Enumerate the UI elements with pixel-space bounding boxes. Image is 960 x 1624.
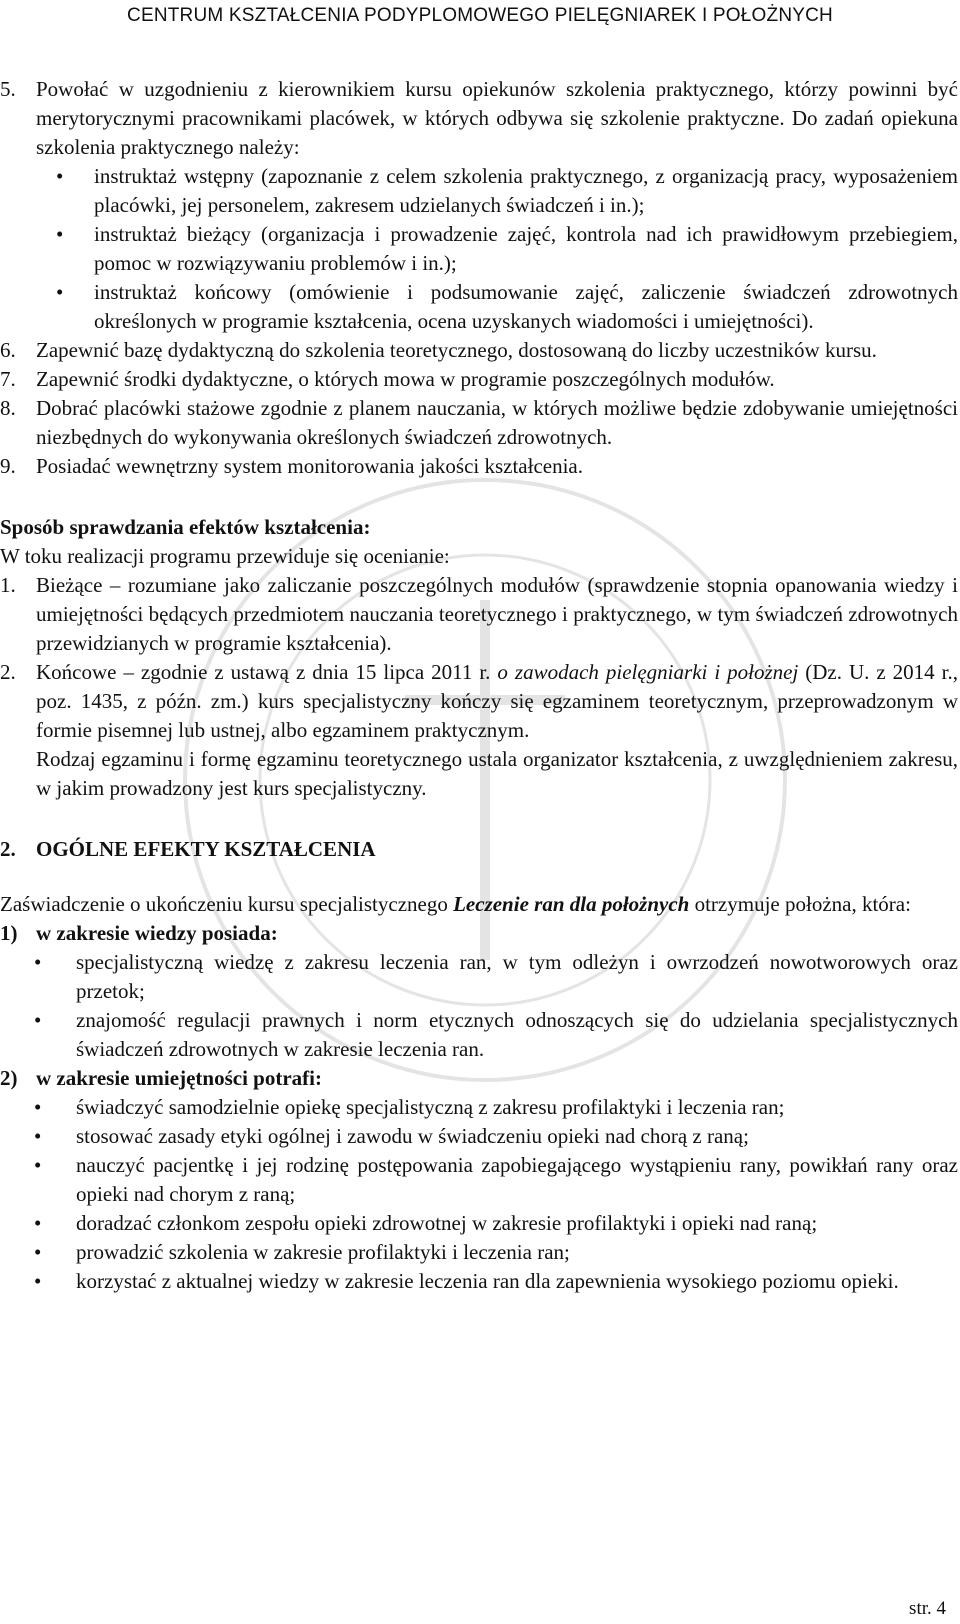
spacer: [0, 803, 958, 835]
item-text-part: Końcowe – zgodnie z ustawą z dnia 15 lipca 2011 r.: [36, 660, 498, 684]
list-item-5: [0, 75, 958, 162]
course-name: Leczenie ran dla położnych: [453, 892, 690, 916]
item-number: 8.: [0, 396, 16, 420]
bullet-item: [0, 948, 958, 1006]
assessment-item-2: [0, 658, 958, 745]
bullet-text: świadczyć samodzielnie opiekę specjalistyczną z zakresu profilaktyki i leczenia ran;: [76, 1095, 785, 1119]
item-text: Dobrać placówki stażowe zgodnie z planem nauczania, w których możliwe będzie zdobywanie umiejętności niezbędnych do wykonywania określonych świadczeń zdrowotnych.: [36, 396, 958, 449]
bullet-text: instruktaż wstępny (zapoznanie z celem szkolenia praktycznego, z organizacją pracy, wyposażeniem placówki, jej personelem, zakresem udzielanych świadczeń i in.);: [94, 164, 958, 217]
bullet-item: [0, 1209, 958, 1238]
assessment-extra: Rodzaj egzaminu i formę egzaminu teoretycznego ustala organizator kształcenia, z uwzględnieniem zakresu, w jakim prowadzony jest kurs specjalistyczny.: [36, 747, 958, 800]
list-item-6: [0, 336, 958, 365]
skills-heading: [0, 1064, 958, 1093]
bullet-icon: •: [34, 1124, 42, 1148]
item-number: 2.: [0, 660, 16, 684]
assessment-intro: W toku realizacji programu przewiduje się ocenianie:: [0, 544, 450, 568]
bullet-item: [0, 1238, 958, 1267]
assessment-item-1: [0, 571, 958, 658]
item-text-part: (Dz. U. z 2014 r., poz. 1435, z późn. zm.) kurs specjalistyczny kończy się egzaminem teoretycznym, przeprowadzonym w formie pisemnej lub ustnej, albo egzaminem praktycznym.: [36, 660, 958, 742]
item-number: 1.: [0, 573, 16, 597]
list-item-7: [0, 365, 958, 394]
bullet-icon: •: [34, 1095, 42, 1119]
list-item-9: [0, 452, 958, 481]
bullet-icon: •: [34, 1153, 42, 1177]
item-text: Zapewnić bazę dydaktyczną do szkolenia teoretycznego, dostosowaną do liczby uczestników kursu.: [36, 338, 877, 362]
item-number: 5.: [0, 77, 16, 101]
section-number: 2.: [0, 837, 16, 861]
bullet-item: [0, 1122, 958, 1151]
section-intro: [0, 890, 958, 919]
assessment-heading: Sposób sprawdzania efektów kształcenia:: [0, 515, 371, 539]
item-text: Posiadać wewnętrzny system monitorowania jakości kształcenia.: [36, 454, 584, 478]
law-title: o zawodach pielęgniarki i położnej: [497, 660, 799, 684]
bullet-icon: •: [34, 1269, 42, 1293]
item-number: 9.: [0, 454, 16, 478]
item-number: 1): [0, 921, 18, 945]
bullet-item: [0, 1006, 958, 1064]
bullet-text: nauczyć pacjentkę i jej rodzinę postępowania zapobiegającego wystąpieniu rany, powikłań rany oraz opieki nad chorym z raną;: [76, 1153, 958, 1206]
spacer: [0, 864, 958, 890]
bullet-text: korzystać z aktualnej wiedzy w zakresie leczenia ran dla zapewnienia wysokiego poziomu opieki.: [76, 1269, 899, 1293]
item-number: 7.: [0, 367, 16, 391]
item-text: Zapewnić środki dydaktyczne, o których mowa w programie poszczególnych modułów.: [36, 367, 775, 391]
bullet-item: [0, 162, 958, 220]
item-title: w zakresie wiedzy posiada:: [36, 921, 278, 945]
bullet-icon: •: [34, 1240, 42, 1264]
item-text: Powołać w uzgodnieniu z kierownikiem kursu opiekunów szkolenia praktycznego, którzy powinni być merytorycznymi pracownikami placówek, w których odbywa się szkolenie praktyczne. Do zadań opiekuna szkolenia praktycznego należy:: [36, 77, 958, 159]
bullet-item: [0, 1267, 958, 1296]
bullet-item: [0, 220, 958, 278]
bullet-text: doradzać członkom zespołu opieki zdrowotnej w zakresie profilaktyki i opieki nad raną;: [76, 1211, 818, 1235]
item-text: Bieżące – rozumiane jako zaliczanie poszczególnych modułów (sprawdzenie stopnia opanowania wiedzy i umiejętności będących przedmiotem nauczania teoretycznego i praktycznego, w tym świadczeń zdrowotnych przewidzianych w programie kształcenia).: [36, 573, 958, 655]
list-item-8: [0, 394, 958, 452]
bullet-icon: •: [56, 164, 64, 188]
section-heading: [0, 835, 958, 864]
document-body: [0, 75, 958, 1296]
knowledge-heading: [0, 919, 958, 948]
bullet-item: [0, 278, 958, 336]
bullet-text: stosować zasady etyki ogólnej i zawodu w świadczeniu opieki nad chorą z raną;: [76, 1124, 749, 1148]
bullet-icon: •: [34, 1211, 42, 1235]
bullet-text: specjalistyczną wiedzę z zakresu leczenia ran, w tym odleżyn i owrzodzeń nowotworowych oraz przetok;: [76, 950, 958, 1003]
intro-text: otrzymuje położna, która:: [689, 892, 911, 916]
bullet-icon: •: [56, 280, 64, 304]
item-text: [36, 658, 958, 745]
intro-text: Zaświadczenie o ukończeniu kursu specjalistycznego: [0, 892, 454, 916]
item-number: 2): [0, 1066, 18, 1090]
page-header: CENTRUM KSZTAŁCENIA PODYPLOMOWEGO PIELĘGNIAREK I POŁOŻNYCH: [127, 5, 833, 26]
bullet-icon: •: [34, 1008, 42, 1032]
bullet-icon: •: [34, 950, 42, 974]
bullet-icon: •: [56, 222, 64, 246]
item-title: w zakresie umiejętności potrafi:: [36, 1066, 322, 1090]
item-number: 6.: [0, 338, 16, 362]
bullet-text: instruktaż końcowy (omówienie i podsumowanie zajęć, zaliczenie świadczeń zdrowotnych określonych w programie kształcenia, ocena uzyskanych wiadomości i umiejętności).: [94, 280, 958, 333]
bullet-text: znajomość regulacji prawnych i norm etycznych odnoszących się do udzielania specjalistycznych świadczeń zdrowotnych w zakresie leczenia ran.: [76, 1008, 958, 1061]
bullet-text: instruktaż bieżący (organizacja i prowadzenie zajęć, kontrola nad ich prawidłowym przebiegiem, pomoc w rozwiązywaniu problemów i in.);: [94, 222, 958, 275]
bullet-item: [0, 1093, 958, 1122]
page-number: str. 4: [909, 1598, 946, 1619]
bullet-item: [0, 1151, 958, 1209]
spacer: [0, 481, 958, 513]
section-title: OGÓLNE EFEKTY KSZTAŁCENIA: [36, 837, 376, 861]
bullet-text: prowadzić szkolenia w zakresie profilaktyki i leczenia ran;: [76, 1240, 570, 1264]
